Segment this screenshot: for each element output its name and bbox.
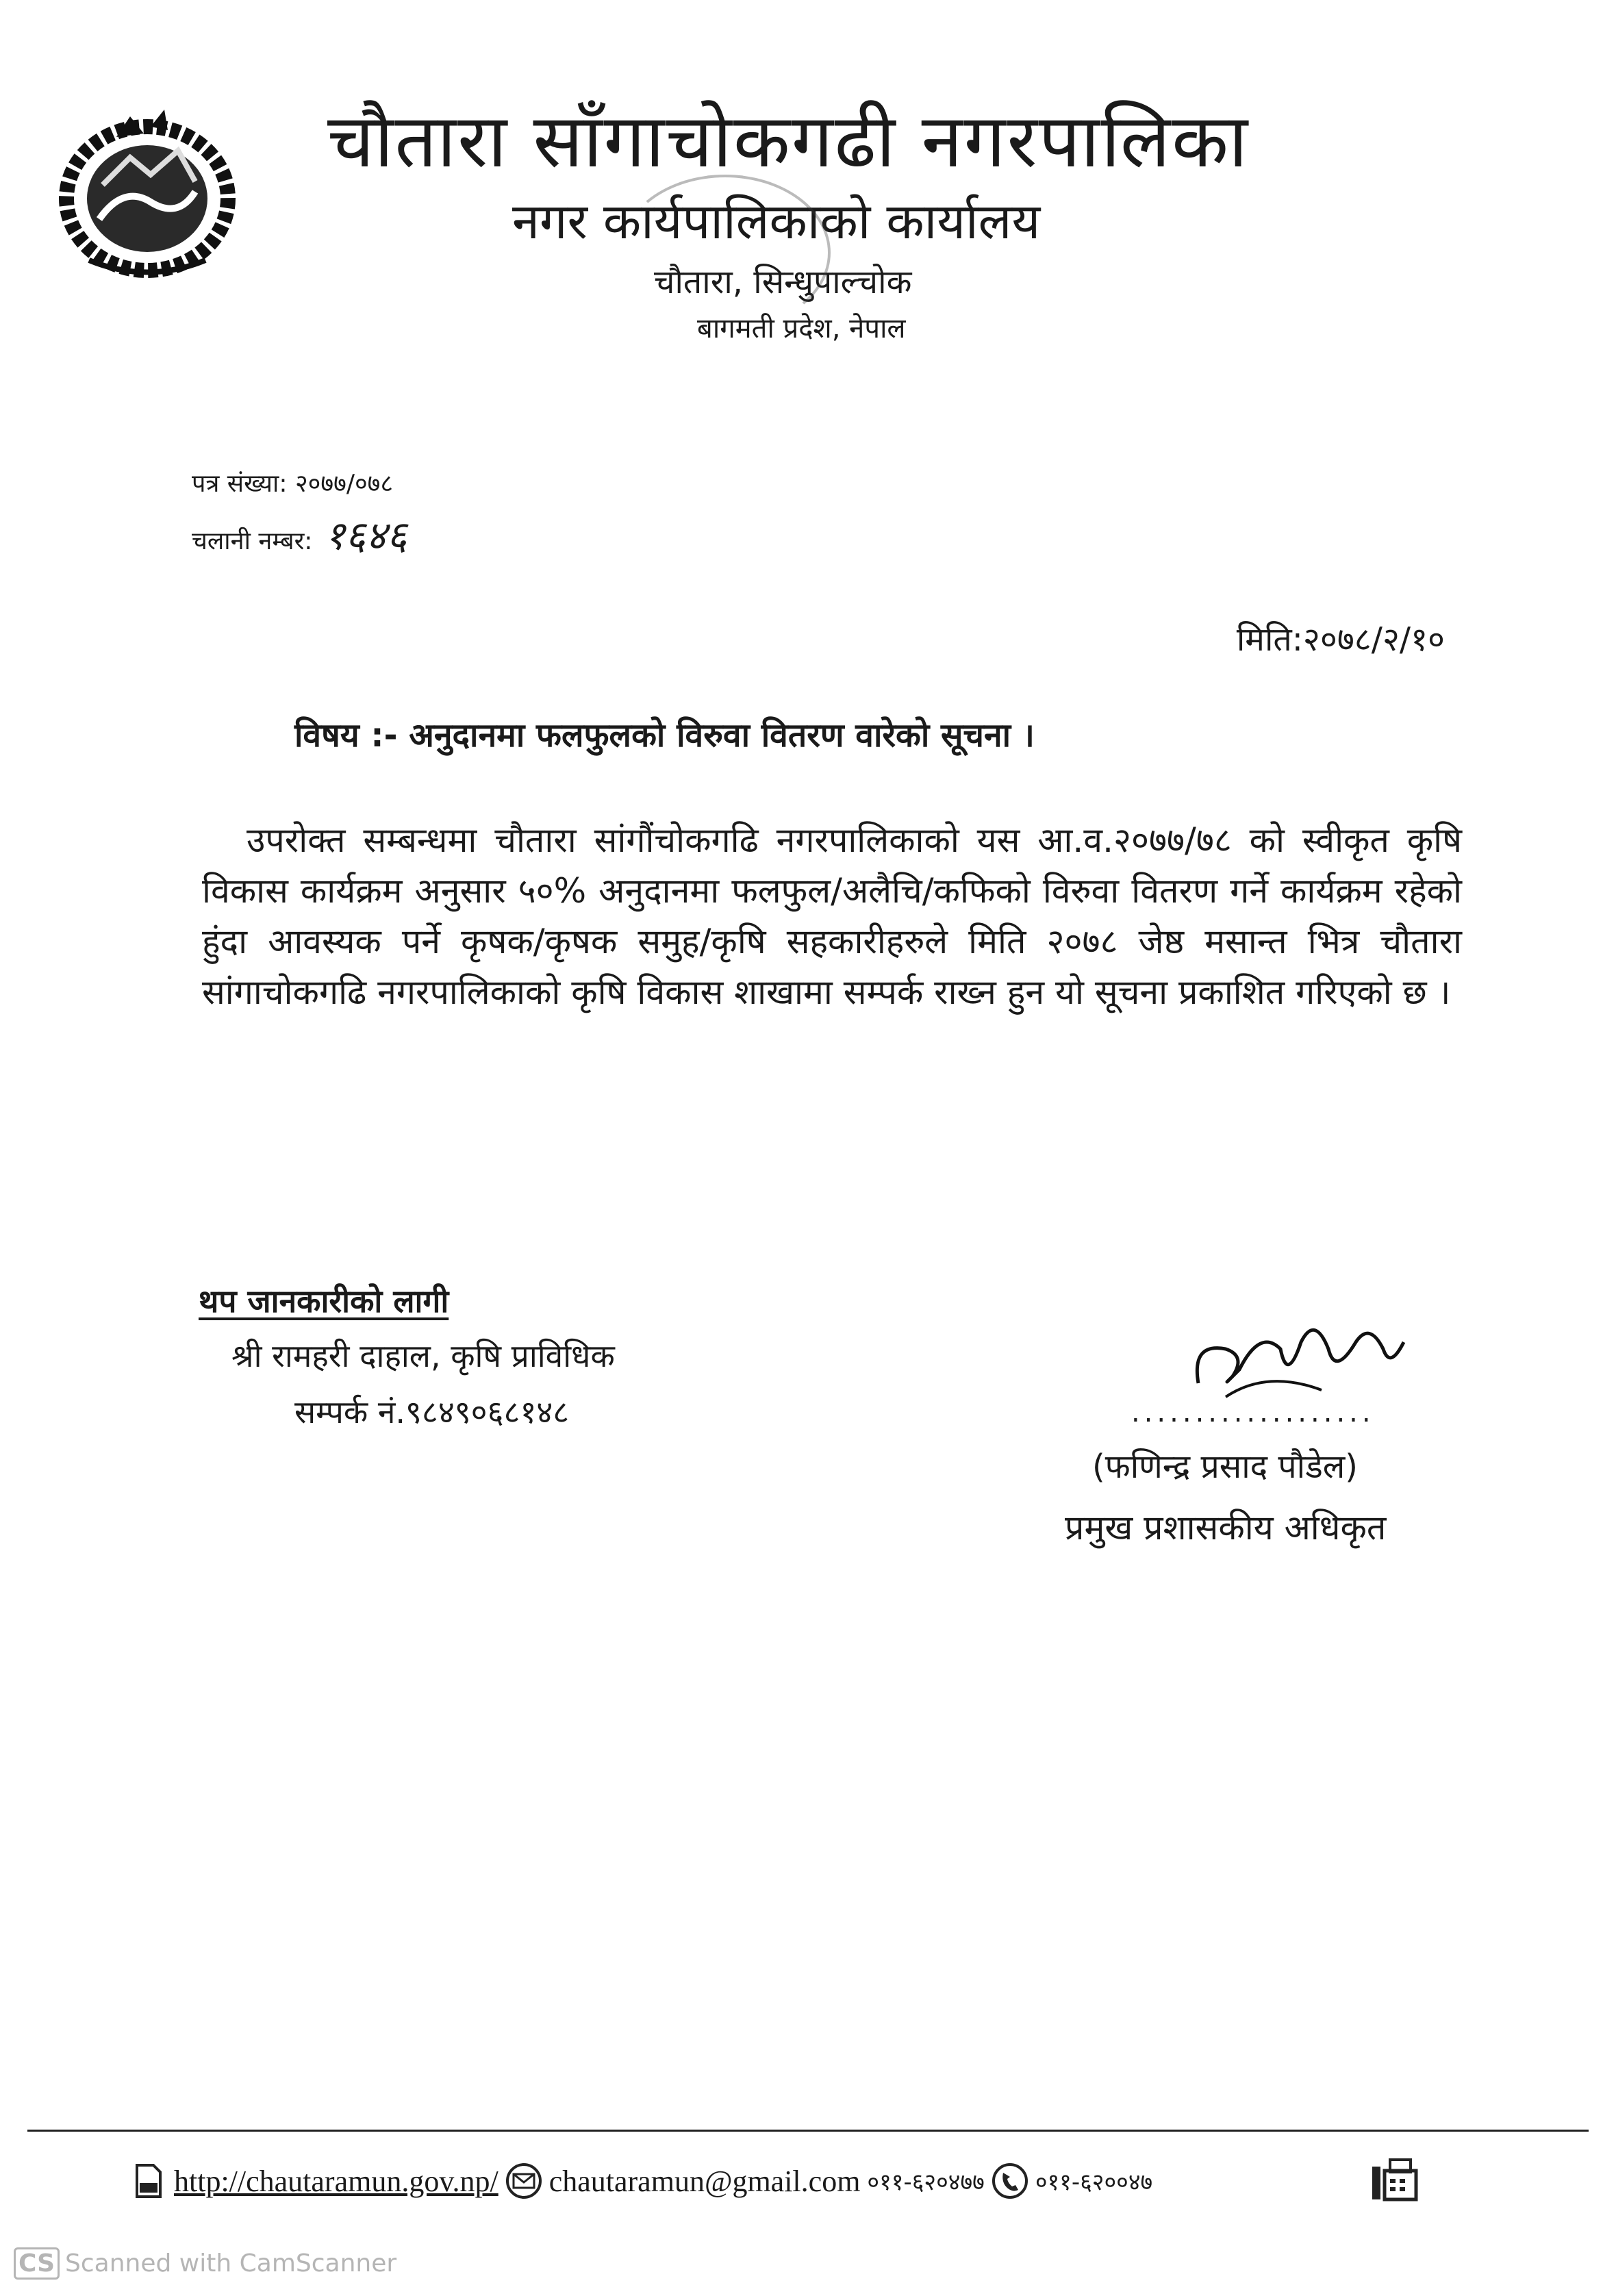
district-address: चौतारा, सिन्धुपाल्चोक — [654, 263, 912, 301]
government-emblem-icon — [48, 103, 247, 288]
letter-subject: विषय :- अनुदानमा फलफुलको विरुवा वितरण वारेको सूचना । — [294, 716, 1035, 755]
letter-body: उपरोक्त सम्बन्धमा चौतारा सांगौंचोकगढि नगरपालिकाको यस आ.व.२०७७/७८ को स्वीकृत कृषि विकास कार्यक्रम अनुसार ५०% अनुदानमा फलफुल/अलैचि/कफिको विरुवा वितरण गर्ने कार्यक्रम रहेको हुंदा आवस्यक पर्ने कृषक/कृषक समुह/कृषि सहकारीहरुले मिति २०७८ जेष्ठ मसान्त भित्र चौतारा सांगाचोकगढि नगरपालिकाको कृषि विकास शाखामा सम्पर्क राख्न हुन यो सूचना प्रकाशित गरिएको छ । — [202, 820, 1462, 1012]
mail-icon — [505, 2162, 542, 2199]
watermark-text: Scanned with CamScanner — [65, 2249, 397, 2278]
website-link[interactable]: http://chautaramun.gov.np/ — [174, 2164, 498, 2198]
contact-number: सम्पर्क नं.९८४९०६८१४८ — [294, 1393, 570, 1430]
signature-line: ................... — [1131, 1397, 1375, 1428]
office-name: नगर कार्यपालिकाको कार्यालय — [512, 192, 1041, 250]
phone-icon — [992, 2162, 1028, 2199]
camscanner-logo: CS — [14, 2247, 60, 2280]
phone-number-2: ०११-६२००४७ — [1035, 2169, 1153, 2196]
letter-date: मिति:२०७८/२/१० — [1236, 620, 1445, 659]
dispatch-number — [192, 507, 407, 561]
contact-person: श्री रामहरी दाहाल, कृषि प्राविधिक — [231, 1337, 615, 1374]
dispatch-number-label: चलानी नम्बर: — [192, 527, 313, 555]
dispatch-number-value: १६४६ — [324, 512, 407, 559]
organization-name: चौतारा साँगाचोकगढी नगरपालिका — [327, 99, 1250, 184]
letter-number-value: २०७७/०७८ — [294, 470, 394, 498]
footer-contact — [130, 2157, 1152, 2205]
signature — [1185, 1301, 1417, 1404]
letter-number — [192, 466, 393, 499]
email-address[interactable]: chautaramun@gmail.com — [548, 2164, 861, 2198]
office-stamp — [620, 175, 831, 331]
letter-number-label: पत्र संख्या: — [192, 470, 288, 498]
web-icon — [130, 2162, 167, 2199]
signatory-title: प्रमुख प्रशासकीय अधिकृत — [1065, 1508, 1387, 1548]
province-address: बागमती प्रदेश, नेपाल — [697, 313, 906, 344]
info-heading: थप जानकारीको लागी — [199, 1283, 449, 1320]
scanner-watermark — [14, 2247, 396, 2280]
phone-number-1: ०११-६२०४७७ — [867, 2169, 985, 2196]
footer-divider — [27, 2130, 1589, 2132]
signatory-name: (फणिन्द्र प्रसाद पौडेल) — [1092, 1448, 1359, 1486]
fax-icon — [1369, 2157, 1420, 2202]
